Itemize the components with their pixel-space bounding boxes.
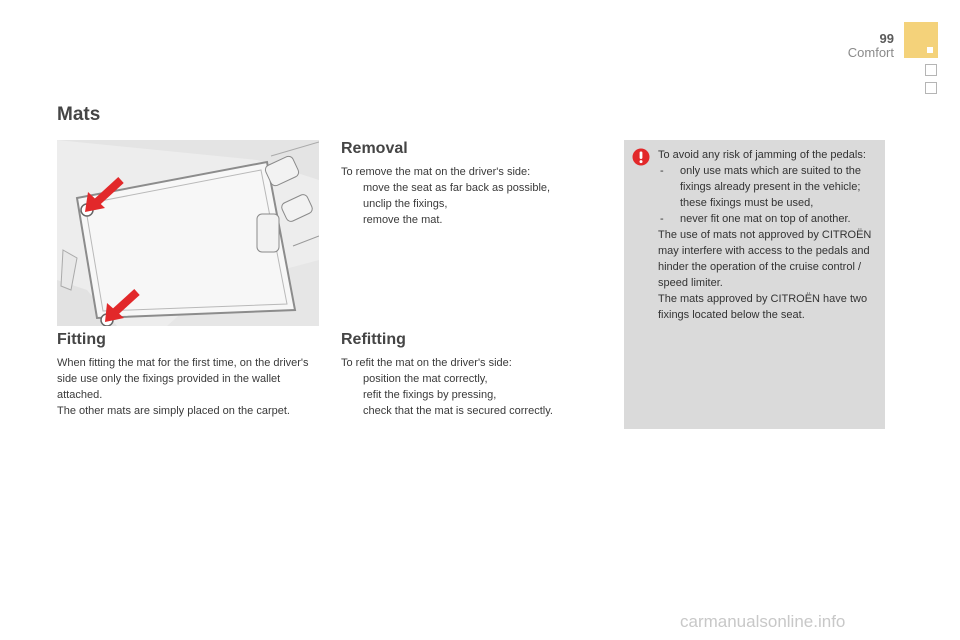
refitting-step: refit the fixings by pressing, — [363, 389, 497, 401]
removal-step: remove the mat. — [363, 214, 443, 226]
dash-marker: - — [660, 165, 664, 177]
tab-box-1 — [925, 64, 937, 76]
mat-drawing — [57, 140, 319, 326]
dash-marker: - — [660, 213, 664, 225]
refitting-step: check that the mat is secured correctly. — [363, 405, 553, 417]
page-title: Mats — [57, 104, 101, 125]
warning-item: - never fit one mat on top of another. — [660, 213, 851, 225]
warning-box — [624, 140, 885, 429]
fitting-heading: Fitting — [57, 331, 106, 348]
removal-heading: Removal — [341, 140, 408, 157]
warning-para-1: The use of mats not approved by CITROËN may interfere with access to the pedals and hinder the operation of the cruise control / speed limiter. — [658, 229, 872, 289]
section-tab — [904, 22, 938, 58]
warning-icon — [632, 148, 650, 166]
fitting-text: When fitting the mat for the first time, on the driver's side use only the fixings provided in the wallet attached. — [57, 357, 309, 401]
refitting-steps — [341, 371, 611, 419]
watermark: carmanualsonline.info — [680, 612, 846, 631]
removal-step: unclip the fixings, — [363, 198, 448, 210]
refitting-step: position the mat correctly, — [363, 373, 488, 385]
fitting-body — [57, 355, 322, 419]
tab-marker — [927, 47, 933, 53]
refitting-body — [341, 355, 611, 419]
page-number: 99 — [879, 31, 894, 46]
warning-intro: To avoid any risk of jamming of the pedals: — [658, 149, 866, 161]
removal-intro: To remove the mat on the driver's side: — [341, 166, 531, 178]
removal-step: move the seat as far back as possible, — [363, 182, 551, 194]
fitting-text-2: The other mats are simply placed on the carpet. — [57, 405, 290, 417]
mat-illustration — [57, 140, 319, 326]
warning-item: - only use mats which are suited to the fixings already present in the vehicle; these fixings must be used, — [660, 165, 861, 209]
warning-para-2: The mats approved by CITROËN have two fixings located below the seat. — [658, 293, 868, 321]
refitting-heading: Refitting — [341, 331, 406, 348]
section-name: Comfort — [847, 45, 894, 60]
removal-body — [341, 164, 611, 228]
refitting-intro: To refit the mat on the driver's side: — [341, 357, 512, 369]
tab-box-2 — [925, 82, 937, 94]
warning-text — [658, 147, 880, 323]
removal-steps — [341, 180, 611, 228]
